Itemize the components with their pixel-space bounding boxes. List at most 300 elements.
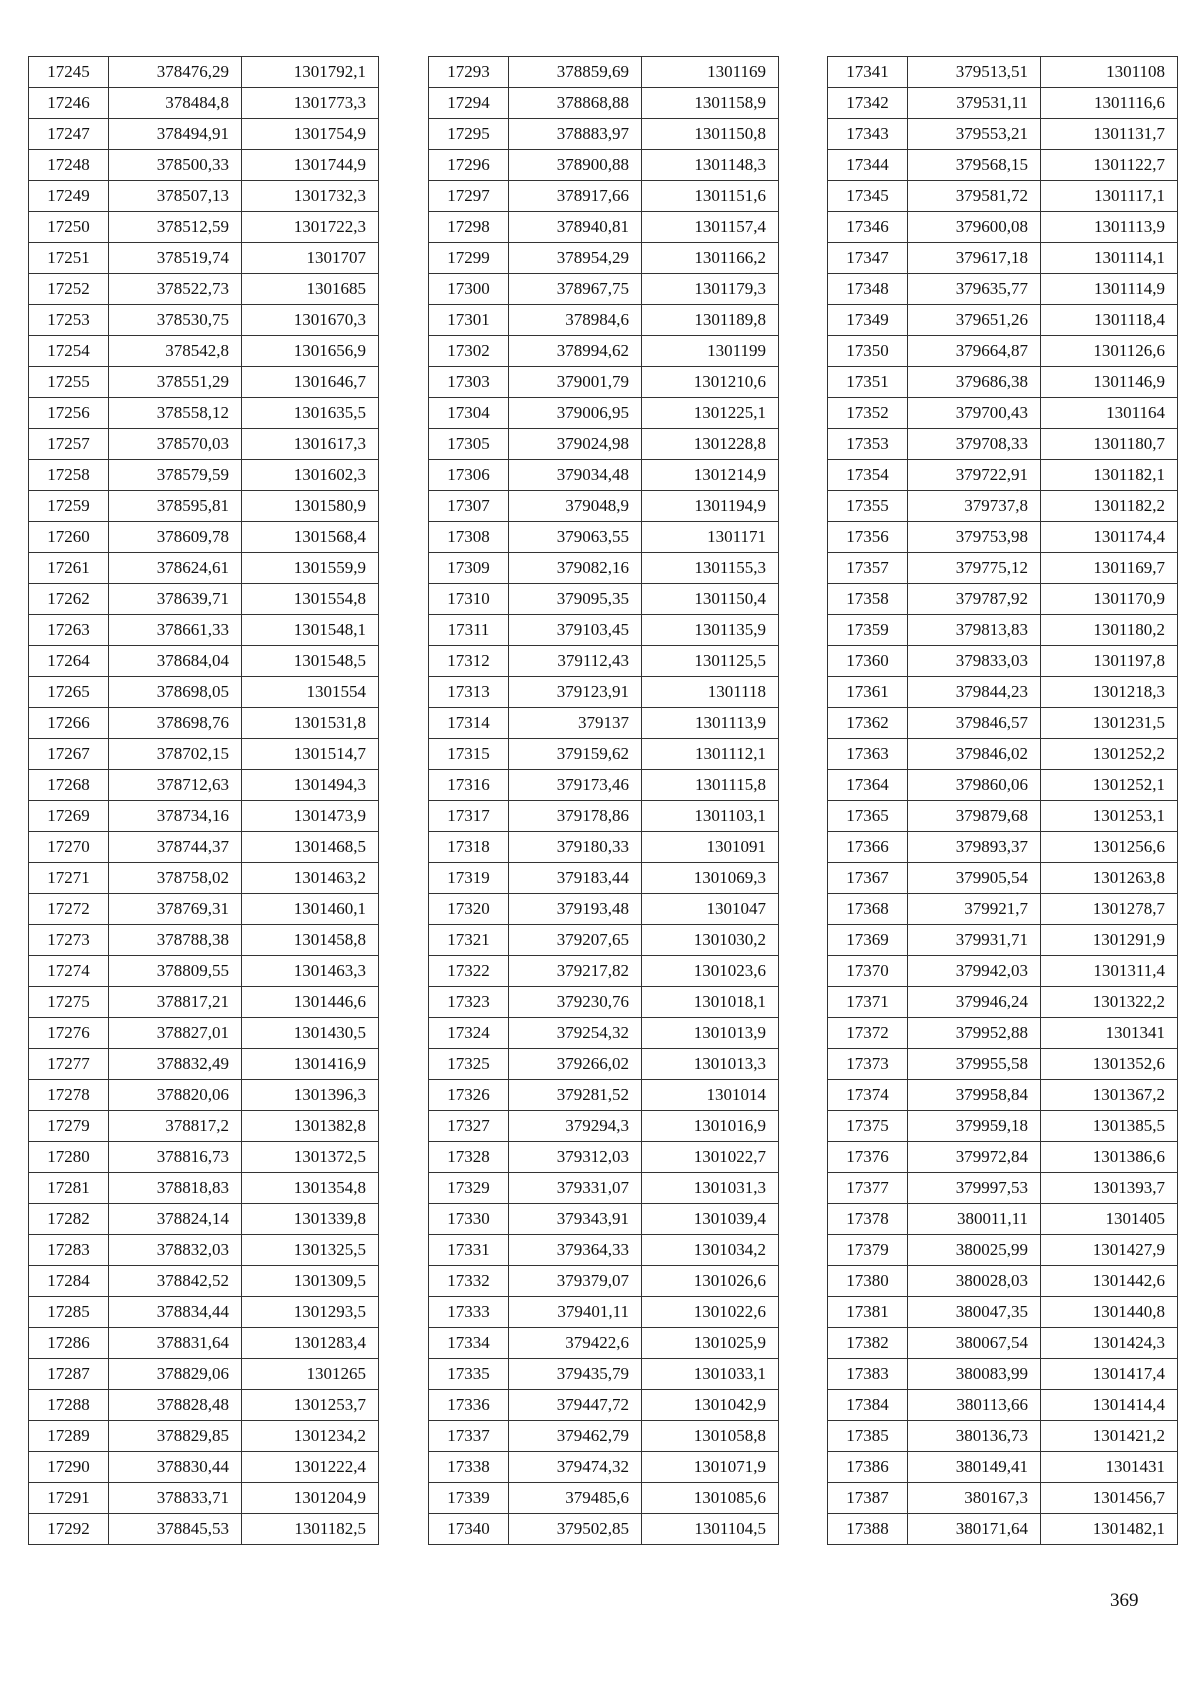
- y-coordinate-cell: 1301174,4: [1041, 522, 1178, 553]
- point-number-cell: 17276: [29, 1018, 109, 1049]
- y-coordinate-cell: 1301414,4: [1041, 1390, 1178, 1421]
- table-row: [29, 1235, 379, 1266]
- y-coordinate-cell: 1301311,4: [1041, 956, 1178, 987]
- y-coordinate-cell: 1301341: [1041, 1018, 1178, 1049]
- table-row: [29, 429, 379, 460]
- point-number-cell: 17364: [828, 770, 908, 801]
- y-coordinate-cell: 1301732,3: [242, 181, 379, 212]
- table-row: [29, 1049, 379, 1080]
- x-coordinate-cell: 378769,31: [109, 894, 242, 925]
- point-number-cell: 17307: [429, 491, 509, 522]
- y-coordinate-cell: 1301157,4: [642, 212, 779, 243]
- y-coordinate-cell: 1301773,3: [242, 88, 379, 119]
- point-number-cell: 17386: [828, 1452, 908, 1483]
- point-number-cell: 17379: [828, 1235, 908, 1266]
- y-coordinate-cell: 1301263,8: [1041, 863, 1178, 894]
- table-row: [828, 1390, 1178, 1421]
- point-number-cell: 17380: [828, 1266, 908, 1297]
- x-coordinate-cell: 380171,64: [908, 1514, 1041, 1545]
- x-coordinate-cell: 379312,03: [509, 1142, 642, 1173]
- point-number-cell: 17306: [429, 460, 509, 491]
- point-number-cell: 17361: [828, 677, 908, 708]
- point-number-cell: 17268: [29, 770, 109, 801]
- y-coordinate-cell: 1301069,3: [642, 863, 779, 894]
- table-row: [29, 181, 379, 212]
- point-number-cell: 17265: [29, 677, 109, 708]
- y-coordinate-cell: 1301014: [642, 1080, 779, 1111]
- x-coordinate-cell: 379217,82: [509, 956, 642, 987]
- x-coordinate-cell: 379860,06: [908, 770, 1041, 801]
- y-coordinate-cell: 1301025,9: [642, 1328, 779, 1359]
- table-row: [29, 739, 379, 770]
- x-coordinate-cell: 378845,53: [109, 1514, 242, 1545]
- table-row: [429, 57, 779, 88]
- table-row: [29, 1266, 379, 1297]
- x-coordinate-cell: 379581,72: [908, 181, 1041, 212]
- point-number-cell: 17260: [29, 522, 109, 553]
- table-row: [828, 1080, 1178, 1111]
- y-coordinate-cell: 1301548,5: [242, 646, 379, 677]
- x-coordinate-cell: 378519,74: [109, 243, 242, 274]
- point-number-cell: 17298: [429, 212, 509, 243]
- x-coordinate-cell: 380136,73: [908, 1421, 1041, 1452]
- y-coordinate-cell: 1301204,9: [242, 1483, 379, 1514]
- y-coordinate-cell: 1301482,1: [1041, 1514, 1178, 1545]
- table-row: [828, 770, 1178, 801]
- point-number-cell: 17299: [429, 243, 509, 274]
- table-row: [429, 1111, 779, 1142]
- point-number-cell: 17326: [429, 1080, 509, 1111]
- table-row: [429, 677, 779, 708]
- x-coordinate-cell: 378817,2: [109, 1111, 242, 1142]
- y-coordinate-cell: 1301431: [1041, 1452, 1178, 1483]
- point-number-cell: 17256: [29, 398, 109, 429]
- x-coordinate-cell: 380011,11: [908, 1204, 1041, 1235]
- table-row: [828, 1018, 1178, 1049]
- point-number-cell: 17315: [429, 739, 509, 770]
- point-number-cell: 17369: [828, 925, 908, 956]
- point-number-cell: 17367: [828, 863, 908, 894]
- table-row: [828, 212, 1178, 243]
- x-coordinate-cell: 378530,75: [109, 305, 242, 336]
- x-coordinate-cell: 379485,6: [509, 1483, 642, 1514]
- x-coordinate-cell: 379331,07: [509, 1173, 642, 1204]
- point-number-cell: 17302: [429, 336, 509, 367]
- y-coordinate-cell: 1301231,5: [1041, 708, 1178, 739]
- y-coordinate-cell: 1301744,9: [242, 150, 379, 181]
- x-coordinate-cell: 378609,78: [109, 522, 242, 553]
- point-number-cell: 17376: [828, 1142, 908, 1173]
- table-row: [29, 708, 379, 739]
- table-row: [29, 305, 379, 336]
- x-coordinate-cell: 379651,26: [908, 305, 1041, 336]
- table-row: [429, 181, 779, 212]
- x-coordinate-cell: 379364,33: [509, 1235, 642, 1266]
- point-number-cell: 17297: [429, 181, 509, 212]
- table-row: [828, 1266, 1178, 1297]
- x-coordinate-cell: 378734,16: [109, 801, 242, 832]
- y-coordinate-cell: 1301118: [642, 677, 779, 708]
- table-row: [429, 1359, 779, 1390]
- table-row: [29, 88, 379, 119]
- y-coordinate-cell: 1301617,3: [242, 429, 379, 460]
- x-coordinate-cell: 378542,8: [109, 336, 242, 367]
- point-number-cell: 17348: [828, 274, 908, 305]
- y-coordinate-cell: 1301225,1: [642, 398, 779, 429]
- point-number-cell: 17289: [29, 1421, 109, 1452]
- point-number-cell: 17294: [429, 88, 509, 119]
- point-number-cell: 17252: [29, 274, 109, 305]
- point-number-cell: 17319: [429, 863, 509, 894]
- table-row: [828, 1359, 1178, 1390]
- point-number-cell: 17365: [828, 801, 908, 832]
- point-number-cell: 17245: [29, 57, 109, 88]
- x-coordinate-cell: 379379,07: [509, 1266, 642, 1297]
- point-number-cell: 17332: [429, 1266, 509, 1297]
- x-coordinate-cell: 379959,18: [908, 1111, 1041, 1142]
- point-number-cell: 17373: [828, 1049, 908, 1080]
- point-number-cell: 17351: [828, 367, 908, 398]
- point-number-cell: 17388: [828, 1514, 908, 1545]
- y-coordinate-cell: 1301171: [642, 522, 779, 553]
- table-row: [29, 1359, 379, 1390]
- x-coordinate-cell: 378824,14: [109, 1204, 242, 1235]
- table-row: [828, 243, 1178, 274]
- x-coordinate-cell: 379207,65: [509, 925, 642, 956]
- table-row: [429, 88, 779, 119]
- x-coordinate-cell: 378476,29: [109, 57, 242, 88]
- y-coordinate-cell: 1301108: [1041, 57, 1178, 88]
- y-coordinate-cell: 1301548,1: [242, 615, 379, 646]
- x-coordinate-cell: 379435,79: [509, 1359, 642, 1390]
- y-coordinate-cell: 1301016,9: [642, 1111, 779, 1142]
- point-number-cell: 17250: [29, 212, 109, 243]
- table-row: [429, 212, 779, 243]
- x-coordinate-cell: 378579,59: [109, 460, 242, 491]
- table-row: [828, 1421, 1178, 1452]
- x-coordinate-cell: 378816,73: [109, 1142, 242, 1173]
- table-row: [828, 150, 1178, 181]
- y-coordinate-cell: 1301031,3: [642, 1173, 779, 1204]
- y-coordinate-cell: 1301170,9: [1041, 584, 1178, 615]
- y-coordinate-cell: 1301442,6: [1041, 1266, 1178, 1297]
- x-coordinate-cell: 378684,04: [109, 646, 242, 677]
- y-coordinate-cell: 1301265: [242, 1359, 379, 1390]
- x-coordinate-cell: 378994,62: [509, 336, 642, 367]
- x-coordinate-cell: 378831,64: [109, 1328, 242, 1359]
- table-row: [828, 832, 1178, 863]
- point-number-cell: 17290: [29, 1452, 109, 1483]
- coordinate-table-3: [827, 56, 1178, 1545]
- table-row: [429, 956, 779, 987]
- x-coordinate-cell: 378595,81: [109, 491, 242, 522]
- y-coordinate-cell: 1301386,6: [1041, 1142, 1178, 1173]
- y-coordinate-cell: 1301222,4: [242, 1452, 379, 1483]
- table-row: [828, 956, 1178, 987]
- y-coordinate-cell: 1301417,4: [1041, 1359, 1178, 1390]
- point-number-cell: 17346: [828, 212, 908, 243]
- point-number-cell: 17355: [828, 491, 908, 522]
- table-row: [429, 1452, 779, 1483]
- y-coordinate-cell: 1301199: [642, 336, 779, 367]
- y-coordinate-cell: 1301685: [242, 274, 379, 305]
- point-number-cell: 17295: [429, 119, 509, 150]
- x-coordinate-cell: 379931,71: [908, 925, 1041, 956]
- x-coordinate-cell: 378833,71: [109, 1483, 242, 1514]
- y-coordinate-cell: 1301352,6: [1041, 1049, 1178, 1080]
- x-coordinate-cell: 379813,83: [908, 615, 1041, 646]
- y-coordinate-cell: 1301228,8: [642, 429, 779, 460]
- point-number-cell: 17277: [29, 1049, 109, 1080]
- table-row: [29, 615, 379, 646]
- x-coordinate-cell: 379082,16: [509, 553, 642, 584]
- table-row: [828, 739, 1178, 770]
- y-coordinate-cell: 1301494,3: [242, 770, 379, 801]
- y-coordinate-cell: 1301405: [1041, 1204, 1178, 1235]
- y-coordinate-cell: 1301568,4: [242, 522, 379, 553]
- point-number-cell: 17357: [828, 553, 908, 584]
- table-row: [429, 615, 779, 646]
- x-coordinate-cell: 379254,32: [509, 1018, 642, 1049]
- y-coordinate-cell: 1301559,9: [242, 553, 379, 584]
- x-coordinate-cell: 378832,03: [109, 1235, 242, 1266]
- table-row: [29, 1018, 379, 1049]
- point-number-cell: 17283: [29, 1235, 109, 1266]
- x-coordinate-cell: 378698,76: [109, 708, 242, 739]
- x-coordinate-cell: 378551,29: [109, 367, 242, 398]
- point-number-cell: 17370: [828, 956, 908, 987]
- table-row: [429, 832, 779, 863]
- y-coordinate-cell: 1301252,1: [1041, 770, 1178, 801]
- y-coordinate-cell: 1301396,3: [242, 1080, 379, 1111]
- point-number-cell: 17257: [29, 429, 109, 460]
- table-row: [29, 956, 379, 987]
- point-number-cell: 17387: [828, 1483, 908, 1514]
- x-coordinate-cell: 379230,76: [509, 987, 642, 1018]
- table-row: [429, 770, 779, 801]
- table-row: [29, 1514, 379, 1545]
- table-row: [29, 57, 379, 88]
- x-coordinate-cell: 380113,66: [908, 1390, 1041, 1421]
- y-coordinate-cell: 1301252,2: [1041, 739, 1178, 770]
- table-row: [29, 1297, 379, 1328]
- point-number-cell: 17296: [429, 150, 509, 181]
- table-row: [29, 398, 379, 429]
- y-coordinate-cell: 1301013,3: [642, 1049, 779, 1080]
- table-row: [828, 987, 1178, 1018]
- table-row: [828, 1173, 1178, 1204]
- x-coordinate-cell: 378940,81: [509, 212, 642, 243]
- point-number-cell: 17284: [29, 1266, 109, 1297]
- point-number-cell: 17316: [429, 770, 509, 801]
- point-number-cell: 17377: [828, 1173, 908, 1204]
- table-row: [29, 987, 379, 1018]
- point-number-cell: 17318: [429, 832, 509, 863]
- x-coordinate-cell: 379617,18: [908, 243, 1041, 274]
- x-coordinate-cell: 378809,55: [109, 956, 242, 987]
- table-row: [828, 1142, 1178, 1173]
- x-coordinate-cell: 379958,84: [908, 1080, 1041, 1111]
- y-coordinate-cell: 1301440,8: [1041, 1297, 1178, 1328]
- x-coordinate-cell: 380083,99: [908, 1359, 1041, 1390]
- x-coordinate-cell: 378817,21: [109, 987, 242, 1018]
- table-row: [828, 708, 1178, 739]
- y-coordinate-cell: 1301151,6: [642, 181, 779, 212]
- table-row: [828, 429, 1178, 460]
- y-coordinate-cell: 1301253,7: [242, 1390, 379, 1421]
- x-coordinate-cell: 379422,6: [509, 1328, 642, 1359]
- y-coordinate-cell: 1301113,9: [1041, 212, 1178, 243]
- x-coordinate-cell: 378984,6: [509, 305, 642, 336]
- x-coordinate-cell: 379006,95: [509, 398, 642, 429]
- point-number-cell: 17338: [429, 1452, 509, 1483]
- x-coordinate-cell: 378832,49: [109, 1049, 242, 1080]
- x-coordinate-cell: 379787,92: [908, 584, 1041, 615]
- y-coordinate-cell: 1301421,2: [1041, 1421, 1178, 1452]
- table-row: [429, 119, 779, 150]
- y-coordinate-cell: 1301047: [642, 894, 779, 925]
- y-coordinate-cell: 1301116,6: [1041, 88, 1178, 119]
- y-coordinate-cell: 1301150,8: [642, 119, 779, 150]
- x-coordinate-cell: 379034,48: [509, 460, 642, 491]
- y-coordinate-cell: 1301458,8: [242, 925, 379, 956]
- table-row: [29, 1142, 379, 1173]
- point-number-cell: 17325: [429, 1049, 509, 1080]
- x-coordinate-cell: 379846,57: [908, 708, 1041, 739]
- point-number-cell: 17358: [828, 584, 908, 615]
- table-row: [429, 1297, 779, 1328]
- x-coordinate-cell: 379137: [509, 708, 642, 739]
- x-coordinate-cell: 379063,55: [509, 522, 642, 553]
- x-coordinate-cell: 379502,85: [509, 1514, 642, 1545]
- table-row: [29, 336, 379, 367]
- x-coordinate-cell: 379664,87: [908, 336, 1041, 367]
- point-number-cell: 17360: [828, 646, 908, 677]
- y-coordinate-cell: 1301293,5: [242, 1297, 379, 1328]
- point-number-cell: 17261: [29, 553, 109, 584]
- table-row: [828, 1483, 1178, 1514]
- point-number-cell: 17293: [429, 57, 509, 88]
- point-number-cell: 17279: [29, 1111, 109, 1142]
- x-coordinate-cell: 378883,97: [509, 119, 642, 150]
- table-row: [828, 491, 1178, 522]
- x-coordinate-cell: 379193,48: [509, 894, 642, 925]
- point-number-cell: 17314: [429, 708, 509, 739]
- y-coordinate-cell: 1301158,9: [642, 88, 779, 119]
- point-number-cell: 17305: [429, 429, 509, 460]
- y-coordinate-cell: 1301218,3: [1041, 677, 1178, 708]
- table-row: [29, 460, 379, 491]
- y-coordinate-cell: 1301118,4: [1041, 305, 1178, 336]
- point-number-cell: 17381: [828, 1297, 908, 1328]
- point-number-cell: 17282: [29, 1204, 109, 1235]
- table-row: [429, 398, 779, 429]
- x-coordinate-cell: 380025,99: [908, 1235, 1041, 1266]
- y-coordinate-cell: 1301463,2: [242, 863, 379, 894]
- table-row: [429, 584, 779, 615]
- point-number-cell: 17248: [29, 150, 109, 181]
- table-row: [429, 367, 779, 398]
- point-number-cell: 17333: [429, 1297, 509, 1328]
- y-coordinate-cell: 1301058,8: [642, 1421, 779, 1452]
- y-coordinate-cell: 1301091: [642, 832, 779, 863]
- table-row: [29, 243, 379, 274]
- table-row: [828, 57, 1178, 88]
- y-coordinate-cell: 1301514,7: [242, 739, 379, 770]
- point-number-cell: 17320: [429, 894, 509, 925]
- page-number: 369: [1110, 1590, 1139, 1611]
- y-coordinate-cell: 1301189,8: [642, 305, 779, 336]
- x-coordinate-cell: 379833,03: [908, 646, 1041, 677]
- x-coordinate-cell: 378818,83: [109, 1173, 242, 1204]
- point-number-cell: 17354: [828, 460, 908, 491]
- table-row: [429, 987, 779, 1018]
- x-coordinate-cell: 378788,38: [109, 925, 242, 956]
- y-coordinate-cell: 1301085,6: [642, 1483, 779, 1514]
- x-coordinate-cell: 378494,91: [109, 119, 242, 150]
- x-coordinate-cell: 379921,7: [908, 894, 1041, 925]
- point-number-cell: 17374: [828, 1080, 908, 1111]
- point-number-cell: 17375: [828, 1111, 908, 1142]
- table-row: [429, 491, 779, 522]
- point-number-cell: 17366: [828, 832, 908, 863]
- table-row: [429, 336, 779, 367]
- point-number-cell: 17258: [29, 460, 109, 491]
- y-coordinate-cell: 1301646,7: [242, 367, 379, 398]
- point-number-cell: 17343: [828, 119, 908, 150]
- table-row: [828, 863, 1178, 894]
- x-coordinate-cell: 379753,98: [908, 522, 1041, 553]
- point-number-cell: 17278: [29, 1080, 109, 1111]
- x-coordinate-cell: 379180,33: [509, 832, 642, 863]
- point-number-cell: 17288: [29, 1390, 109, 1421]
- x-coordinate-cell: 379775,12: [908, 553, 1041, 584]
- x-coordinate-cell: 378954,29: [509, 243, 642, 274]
- table-row: [29, 491, 379, 522]
- y-coordinate-cell: 1301427,9: [1041, 1235, 1178, 1266]
- table-row: [29, 367, 379, 398]
- point-number-cell: 17331: [429, 1235, 509, 1266]
- x-coordinate-cell: 379178,86: [509, 801, 642, 832]
- y-coordinate-cell: 1301169: [642, 57, 779, 88]
- table-row: [429, 1018, 779, 1049]
- y-coordinate-cell: 1301113,9: [642, 708, 779, 739]
- x-coordinate-cell: 379879,68: [908, 801, 1041, 832]
- y-coordinate-cell: 1301112,1: [642, 739, 779, 770]
- table-row: [429, 553, 779, 584]
- y-coordinate-cell: 1301071,9: [642, 1452, 779, 1483]
- y-coordinate-cell: 1301580,9: [242, 491, 379, 522]
- y-coordinate-cell: 1301026,6: [642, 1266, 779, 1297]
- x-coordinate-cell: 378842,52: [109, 1266, 242, 1297]
- x-coordinate-cell: 379103,45: [509, 615, 642, 646]
- y-coordinate-cell: 1301022,6: [642, 1297, 779, 1328]
- table-row: [429, 460, 779, 491]
- y-coordinate-cell: 1301034,2: [642, 1235, 779, 1266]
- y-coordinate-cell: 1301463,3: [242, 956, 379, 987]
- y-coordinate-cell: 1301554: [242, 677, 379, 708]
- point-number-cell: 17317: [429, 801, 509, 832]
- point-number-cell: 17342: [828, 88, 908, 119]
- y-coordinate-cell: 1301291,9: [1041, 925, 1178, 956]
- y-coordinate-cell: 1301214,9: [642, 460, 779, 491]
- table-row: [828, 274, 1178, 305]
- table-row: [429, 1514, 779, 1545]
- point-number-cell: 17309: [429, 553, 509, 584]
- point-number-cell: 17263: [29, 615, 109, 646]
- x-coordinate-cell: 378900,88: [509, 150, 642, 181]
- point-number-cell: 17372: [828, 1018, 908, 1049]
